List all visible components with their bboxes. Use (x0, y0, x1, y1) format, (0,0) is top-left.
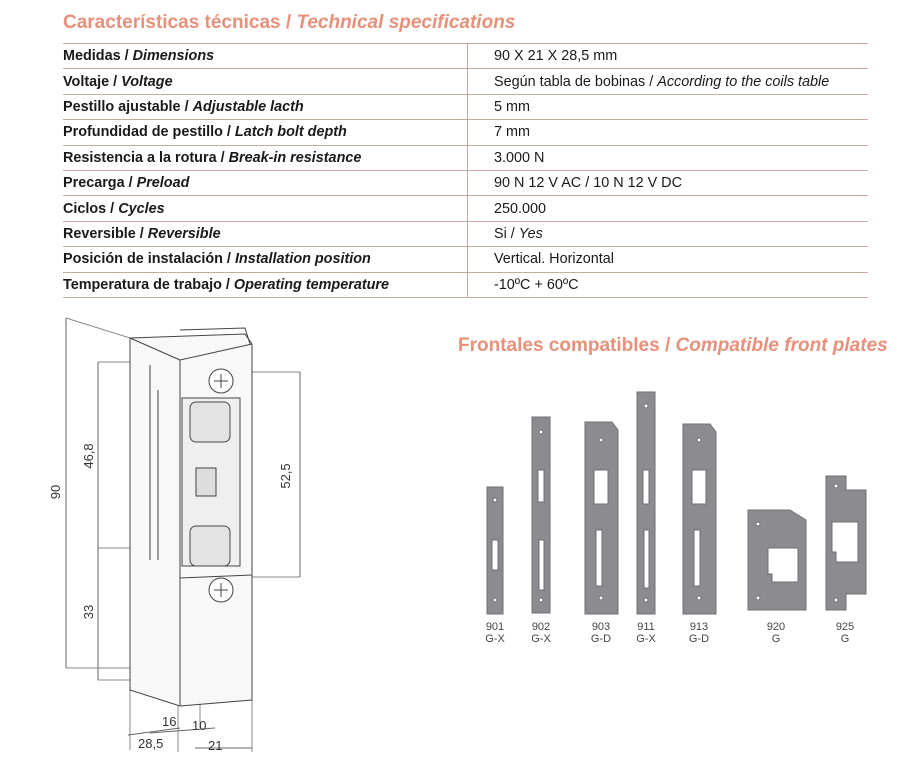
spec-label: Precarga / Preload (63, 170, 468, 195)
front-plate-code: 920 (766, 621, 786, 633)
spec-value: 3.000 N (468, 145, 869, 170)
front-plate-925 (826, 476, 866, 610)
spec-value: 7 mm (468, 120, 869, 145)
dim-depth-16: 16 (162, 714, 177, 729)
spec-value: Si / Yes (468, 221, 869, 246)
dim-height-total: 90 (48, 484, 63, 500)
spec-value: Según tabla de bobinas / According to the coils table (468, 69, 869, 94)
front-plate-903 (585, 422, 618, 614)
front-plate-code: 911 (637, 621, 655, 633)
front-plate-type: G-D (590, 633, 612, 645)
spec-label: Temperatura de trabajo / Operating temperature (63, 272, 468, 297)
dim-span: 52,5 (278, 463, 293, 489)
spec-value: Vertical. Horizontal (468, 247, 869, 272)
spec-label: Posición de instalación / Installation position (63, 247, 468, 272)
front-plate-type: G-X (531, 633, 551, 645)
front-plate-type: G (840, 633, 850, 645)
specs-title: Características técnicas / Technical specifications (63, 12, 516, 33)
spec-label: Profundidad de pestillo / Latch bolt depth (63, 120, 468, 145)
front-plates-title: Frontales compatibles / Compatible front plates (458, 335, 888, 356)
spec-label: Ciclos / Cycles (63, 196, 468, 221)
front-plates (487, 392, 866, 614)
dim-width-10: 10 (192, 718, 207, 733)
spec-value: 5 mm (468, 94, 869, 119)
spec-label: Resistencia a la rotura / Break-in resistance (63, 145, 468, 170)
front-plate-902 (532, 417, 550, 613)
spec-label: Medidas / Dimensions (63, 44, 468, 69)
spec-value: 250.000 (468, 196, 869, 221)
dim-upper: 46,8 (81, 443, 96, 469)
spec-value: 90 X 21 X 28,5 mm (468, 44, 869, 69)
spec-label: Voltaje / Voltage (63, 69, 468, 94)
spec-label: Pestillo ajustable / Adjustable lacth (63, 94, 468, 119)
lock-drawing (66, 318, 300, 752)
front-plate-code: 901 (485, 621, 505, 633)
dim-width-21: 21 (208, 738, 223, 753)
front-plate-code: 925 (835, 621, 855, 633)
front-plate-type: G (771, 633, 781, 645)
front-plate-labels (485, 621, 854, 645)
front-plate-type: G-X (485, 633, 505, 645)
dim-lower: 33 (81, 604, 96, 620)
spec-value: -10ºC + 60ºC (468, 272, 869, 297)
dim-depth-28: 28,5 (138, 736, 164, 751)
front-plate-code: 913 (689, 621, 709, 633)
spec-label: Reversible / Reversible (63, 221, 468, 246)
front-plate-type: G-D (688, 633, 710, 645)
front-plate-913 (683, 424, 716, 614)
front-plate-type: G-X (636, 633, 656, 645)
front-plate-911 (637, 392, 655, 614)
front-plate-code: 902 (531, 621, 551, 633)
front-plate-901 (487, 487, 503, 614)
spec-value: 90 N 12 V AC / 10 N 12 V DC (468, 170, 869, 195)
front-plate-code: 903 (591, 621, 611, 633)
front-plate-920 (748, 510, 806, 610)
